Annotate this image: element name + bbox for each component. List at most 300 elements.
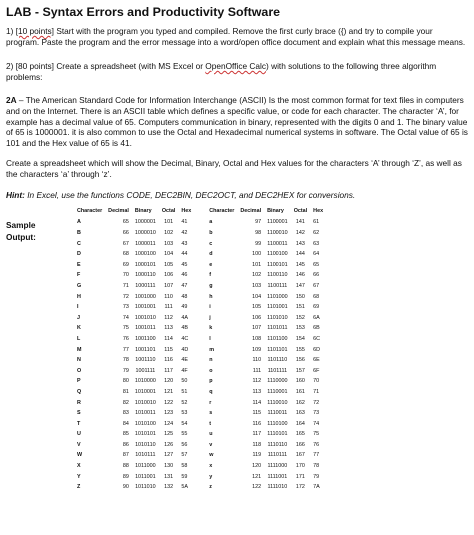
cell-binary: 1101101: [267, 346, 288, 353]
cell-binary: 1010001: [134, 388, 156, 395]
cell-character: C: [77, 240, 81, 247]
cell-character: E: [77, 261, 81, 268]
cell-character: a: [209, 219, 213, 226]
cell-hex: 74: [313, 420, 320, 427]
cell-decimal: 108: [252, 335, 262, 342]
cell-octal: 142: [295, 230, 305, 237]
cell-octal: 161: [295, 388, 305, 395]
cell-binary: 1110000: [267, 378, 288, 385]
cell-hex: 64: [313, 251, 320, 258]
cell-hex: 69: [313, 304, 320, 311]
cell-hex: 71: [313, 388, 320, 395]
cell-hex: 75: [313, 431, 320, 438]
table-row: [206, 238, 326, 249]
cell-binary: 1000110: [135, 272, 156, 279]
cell-binary: 1001010: [134, 314, 156, 321]
cell-character: P: [77, 378, 81, 385]
cell-octal: 122: [164, 399, 174, 406]
cell-character: J: [77, 314, 80, 321]
cell-decimal: 104: [252, 293, 262, 300]
hint-text: In Excel, use the functions CODE, DEC2BIN, DEC2OCT, and DEC2HEX for conversions.: [27, 189, 356, 200]
cell-character: F: [77, 272, 81, 279]
column-header: Binary: [267, 208, 284, 215]
cell-character: X: [77, 463, 81, 470]
cell-decimal: 77: [122, 346, 129, 353]
cell-character: H: [77, 293, 81, 300]
cell-hex: 79: [313, 473, 320, 480]
cell-octal: 121: [164, 388, 174, 395]
cell-octal: 114: [164, 335, 173, 342]
cell-hex: 76: [313, 441, 320, 448]
table-row: [74, 376, 194, 387]
cell-hex: 49: [181, 304, 188, 311]
table-row: [74, 238, 194, 249]
cell-character: L: [77, 335, 81, 342]
cell-octal: 172: [295, 484, 305, 491]
table-row: [206, 387, 326, 398]
cell-binary: 1101100: [267, 335, 288, 342]
cell-octal: 106: [164, 272, 174, 279]
cell-hex: 6C: [313, 335, 321, 342]
cell-octal: 157: [295, 367, 305, 374]
cell-decimal: 82: [122, 399, 129, 406]
cell-decimal: 89: [122, 473, 129, 480]
cell-character: z: [209, 484, 212, 491]
cell-hex: 59: [181, 473, 188, 480]
cell-character: v: [209, 441, 213, 448]
question-1-number: 1): [6, 26, 14, 36]
cell-octal: 120: [164, 378, 174, 385]
table-row: [74, 408, 194, 419]
table-header-row: [206, 205, 326, 217]
question-1-text: Start with the program you typed and compiled. Remove the first curly brace ({) and try to compile your program. Paste the program and the error message into a word/open office document and explain what this message means.: [6, 26, 466, 47]
cell-hex: 6B: [313, 325, 320, 332]
cell-binary: 1011001: [135, 473, 156, 480]
cell-character: h: [209, 293, 213, 300]
cell-binary: 1110111: [267, 452, 288, 459]
cell-octal: 127: [164, 452, 174, 459]
cell-binary: 1101011: [267, 325, 288, 332]
uppercase-table: [74, 205, 194, 492]
table-row: [206, 249, 326, 260]
cell-hex: 55: [181, 431, 188, 438]
sample-output: [6, 205, 468, 492]
cell-decimal: 122: [252, 484, 262, 491]
cell-binary: 1011000: [135, 463, 156, 470]
cell-character: f: [209, 272, 212, 279]
problem-2a-label: 2A: [6, 95, 17, 106]
cell-hex: 45: [181, 261, 188, 268]
cell-hex: 7A: [313, 484, 320, 491]
cell-binary: 1100100: [267, 251, 288, 258]
cell-octal: 152: [295, 314, 305, 321]
cell-octal: 117: [164, 367, 173, 374]
cell-decimal: 105: [252, 304, 262, 311]
column-header: Octal: [293, 208, 308, 215]
table-row: [206, 217, 326, 228]
table-row: [74, 397, 194, 408]
cell-octal: 171: [295, 473, 305, 480]
column-header: Character: [77, 208, 103, 215]
cell-decimal: 113: [252, 388, 262, 395]
cell-binary: 1101110: [267, 357, 288, 364]
cell-binary: 1101111: [267, 367, 288, 374]
column-header: Hex: [181, 208, 192, 215]
cell-octal: 111: [164, 304, 173, 311]
cell-decimal: 121: [252, 473, 262, 480]
table-row: [206, 471, 326, 482]
cell-hex: 70: [313, 378, 320, 385]
table-row: [206, 355, 326, 366]
table-row: [74, 418, 194, 429]
cell-octal: 126: [164, 441, 174, 448]
table-row: [206, 323, 326, 334]
lowercase-table-body: [206, 217, 326, 492]
cell-octal: 116: [164, 357, 173, 364]
table-row: [74, 482, 194, 493]
cell-octal: 156: [295, 357, 305, 364]
cell-octal: 162: [295, 399, 305, 406]
cell-character: p: [209, 378, 213, 385]
column-header: Decimal: [240, 208, 262, 215]
cell-decimal: 86: [122, 441, 129, 448]
table-row: [74, 461, 194, 472]
table-row: [206, 312, 326, 323]
table-row: [74, 312, 194, 323]
cell-binary: 1101001: [267, 304, 288, 311]
cell-decimal: 69: [122, 261, 129, 268]
cell-octal: 105: [164, 261, 174, 268]
cell-binary: 1000011: [135, 240, 156, 247]
cell-hex: 43: [181, 240, 188, 247]
cell-hex: 48: [181, 293, 188, 300]
cell-hex: 44: [181, 251, 188, 258]
table-row: [206, 365, 326, 376]
cell-hex: 73: [313, 410, 320, 417]
table-row: [74, 249, 194, 260]
table-row: [74, 217, 194, 228]
cell-decimal: 68: [122, 251, 129, 258]
cell-character: A: [77, 219, 81, 226]
cell-decimal: 80: [122, 378, 129, 385]
sample-label-line-1: Sample: [6, 220, 36, 231]
cell-character: Z: [77, 484, 81, 491]
table-row: [206, 440, 326, 451]
column-header: Decimal: [108, 208, 129, 215]
cell-octal: 151: [295, 304, 305, 311]
table-row: [74, 387, 194, 398]
table-row: [206, 429, 326, 440]
cell-hex: 47: [181, 282, 188, 289]
cell-decimal: 107: [252, 325, 262, 332]
cell-hex: 53: [181, 410, 188, 417]
uppercase-table-body: [74, 217, 194, 492]
cell-character: S: [77, 410, 81, 417]
cell-hex: 6A: [313, 314, 320, 321]
cell-octal: 130: [164, 463, 174, 470]
sample-tables: [74, 205, 326, 492]
cell-binary: 1010100: [134, 420, 156, 427]
question-2-product: OpenOffice Calc: [205, 61, 267, 72]
table-row: [74, 355, 194, 366]
cell-octal: 144: [295, 251, 305, 258]
cell-character: U: [77, 431, 81, 438]
cell-hex: 56: [181, 441, 188, 448]
cell-decimal: 119: [252, 452, 262, 459]
cell-decimal: 78: [122, 357, 129, 364]
cell-binary: 1001001: [134, 304, 156, 311]
cell-binary: 1100101: [267, 261, 288, 268]
cell-octal: 132: [164, 484, 174, 491]
column-header: Hex: [313, 208, 324, 215]
cell-octal: 115: [164, 346, 173, 353]
table-row: [74, 365, 194, 376]
cell-octal: 131: [164, 473, 174, 480]
cell-decimal: 100: [252, 251, 262, 258]
cell-decimal: 115: [252, 410, 262, 417]
cell-binary: 1110011: [267, 410, 288, 417]
question-2-text-after: ) with solutions to the following three algorithm problems:: [6, 61, 437, 82]
cell-hex: 4C: [181, 335, 189, 342]
cell-hex: 67: [313, 282, 320, 289]
cell-character: Q: [77, 388, 82, 395]
cell-binary: 1100001: [267, 219, 288, 226]
question-2-points: [80 points]: [15, 61, 54, 72]
cell-decimal: 79: [122, 367, 129, 374]
cell-octal: 113: [164, 325, 173, 332]
cell-hex: 51: [181, 388, 188, 395]
table-row: [74, 450, 194, 461]
cell-decimal: 90: [122, 484, 129, 491]
table-header-row: [74, 205, 194, 217]
cell-decimal: 87: [122, 452, 129, 459]
cell-decimal: 81: [122, 388, 129, 395]
cell-character: j: [209, 314, 211, 321]
table-row: [206, 334, 326, 345]
cell-character: u: [209, 431, 213, 438]
cell-character: o: [209, 367, 213, 374]
cell-octal: 124: [164, 420, 174, 427]
table-row: [74, 344, 194, 355]
cell-decimal: 74: [122, 314, 129, 321]
table-row: [74, 471, 194, 482]
cell-decimal: 84: [122, 420, 129, 427]
cell-character: B: [77, 230, 81, 237]
table-row: [74, 302, 194, 313]
problem-2a: [6, 95, 468, 148]
cell-hex: 65: [313, 261, 320, 268]
table-row: [206, 302, 326, 313]
cell-character: I: [77, 304, 79, 311]
lowercase-table: [206, 205, 326, 492]
table-row: [206, 344, 326, 355]
cell-character: c: [209, 240, 213, 247]
cell-binary: 1001110: [135, 357, 156, 364]
cell-binary: 1110100: [267, 420, 288, 427]
cell-hex: 62: [313, 230, 320, 237]
cell-decimal: 102: [252, 272, 262, 279]
cell-decimal: 67: [122, 240, 129, 247]
cell-octal: 143: [295, 240, 305, 247]
cell-octal: 165: [295, 431, 305, 438]
cell-character: d: [209, 251, 213, 258]
cell-hex: 78: [313, 463, 320, 470]
cell-binary: 1110101: [267, 431, 288, 438]
cell-octal: 110: [164, 293, 173, 300]
table-row: [206, 418, 326, 429]
cell-decimal: 70: [122, 272, 129, 279]
table-row: [206, 450, 326, 461]
column-header: Binary: [134, 208, 152, 215]
table-row: [74, 260, 194, 271]
hint: [6, 190, 468, 201]
cell-decimal: 71: [122, 282, 129, 289]
cell-octal: 166: [295, 441, 305, 448]
cell-hex: 68: [313, 293, 320, 300]
cell-binary: 1100111: [267, 282, 288, 289]
cell-character: m: [209, 346, 215, 353]
cell-hex: 42: [181, 230, 188, 237]
cell-binary: 1010101: [134, 431, 156, 438]
cell-hex: 50: [181, 378, 188, 385]
cell-character: t: [209, 420, 212, 427]
cell-binary: 1010011: [135, 410, 156, 417]
cell-binary: 1100010: [267, 230, 288, 237]
cell-binary: 1010110: [135, 441, 156, 448]
sample-label-line-2: Output:: [6, 232, 36, 243]
sample-output-label: [6, 205, 74, 492]
cell-octal: 160: [295, 378, 305, 385]
column-header: Octal: [161, 208, 176, 215]
cell-binary: 1010111: [135, 452, 156, 459]
cell-decimal: 98: [255, 230, 262, 237]
cell-character: O: [77, 367, 82, 374]
table-row: [206, 408, 326, 419]
cell-octal: 164: [295, 420, 305, 427]
table-row: [206, 270, 326, 281]
cell-binary: 1001101: [135, 346, 156, 353]
question-1: [6, 26, 468, 47]
cell-octal: 146: [295, 272, 305, 279]
cell-octal: 150: [295, 293, 305, 300]
cell-hex: 63: [313, 240, 320, 247]
cell-character: x: [209, 463, 213, 470]
cell-decimal: 66: [122, 230, 129, 237]
cell-binary: 1111010: [267, 484, 288, 491]
question-2-text-before: Create a spreadsheet (with MS Excel or: [56, 61, 203, 72]
cell-octal: 101: [164, 219, 174, 226]
cell-octal: 167: [295, 452, 305, 459]
cell-character: l: [209, 335, 211, 342]
cell-binary: 1110001: [267, 388, 288, 395]
problem-2a-task: Create a spreadsheet which will show the Decimal, Binary, Octal and Hex values for the characters ‘A’ through ‘Z’, as well as the characters ‘a’ through ‘z’.: [6, 158, 462, 179]
table-row: [74, 270, 194, 281]
cell-character: r: [209, 399, 212, 406]
cell-binary: 1000010: [134, 230, 156, 237]
table-row: [74, 334, 194, 345]
cell-hex: 77: [313, 452, 320, 459]
cell-character: k: [209, 325, 213, 332]
cell-octal: 123: [164, 410, 174, 417]
question-2: [6, 61, 468, 82]
cell-hex: 4B: [181, 325, 188, 332]
cell-hex: 6D: [313, 346, 321, 353]
cell-binary: 1001011: [135, 325, 156, 332]
cell-octal: 104: [164, 251, 174, 258]
cell-binary: 1001100: [135, 335, 156, 342]
cell-character: n: [209, 357, 213, 364]
cell-decimal: 103: [252, 282, 262, 289]
cell-decimal: 117: [252, 431, 262, 438]
cell-decimal: 116: [252, 420, 262, 427]
cell-decimal: 106: [252, 314, 262, 321]
cell-hex: 66: [313, 272, 320, 279]
cell-binary: 1011010: [135, 484, 156, 491]
cell-binary: 1010010: [134, 399, 156, 406]
cell-binary: 1111001: [267, 473, 288, 480]
cell-hex: 41: [181, 219, 188, 226]
cell-hex: 4F: [181, 367, 188, 374]
cell-binary: 1000101: [134, 261, 156, 268]
cell-hex: 52: [181, 399, 188, 406]
cell-character: D: [77, 251, 81, 258]
cell-character: w: [209, 452, 214, 459]
cell-binary: 1101010: [267, 314, 288, 321]
cell-character: V: [77, 441, 81, 448]
cell-decimal: 118: [252, 441, 262, 448]
cell-character: g: [209, 282, 213, 289]
cell-hex: 54: [181, 420, 188, 427]
cell-decimal: 120: [252, 463, 262, 470]
column-header: Character: [209, 208, 235, 215]
cell-character: Y: [77, 473, 81, 480]
cell-decimal: 112: [252, 378, 262, 385]
question-2-number: 2): [6, 61, 14, 72]
cell-hex: 4E: [181, 357, 188, 364]
table-row: [206, 461, 326, 472]
cell-octal: 154: [295, 335, 305, 342]
cell-decimal: 65: [122, 219, 129, 226]
cell-decimal: 75: [122, 325, 129, 332]
cell-decimal: 111: [252, 367, 262, 374]
cell-decimal: 73: [122, 304, 129, 311]
cell-character: R: [77, 399, 81, 406]
table-row: [206, 291, 326, 302]
cell-character: T: [77, 420, 81, 427]
cell-binary: 1000111: [135, 282, 156, 289]
cell-character: W: [77, 452, 83, 459]
cell-octal: 102: [164, 230, 174, 237]
table-row: [206, 376, 326, 387]
cell-hex: 4D: [181, 346, 189, 353]
cell-decimal: 110: [252, 357, 262, 364]
cell-hex: 57: [181, 452, 188, 459]
cell-character: e: [209, 261, 213, 268]
cell-hex: 72: [313, 399, 320, 406]
cell-binary: 1100110: [267, 272, 288, 279]
cell-decimal: 83: [122, 410, 129, 417]
cell-character: N: [77, 357, 81, 364]
cell-octal: 107: [164, 282, 174, 289]
cell-binary: 1100011: [267, 240, 288, 247]
cell-octal: 141: [295, 219, 305, 226]
cell-hex: 5A: [181, 484, 188, 491]
cell-hex: 4A: [181, 314, 188, 321]
table-row: [206, 228, 326, 239]
cell-binary: 1110110: [267, 441, 288, 448]
table-row: [206, 397, 326, 408]
cell-octal: 170: [295, 463, 305, 470]
